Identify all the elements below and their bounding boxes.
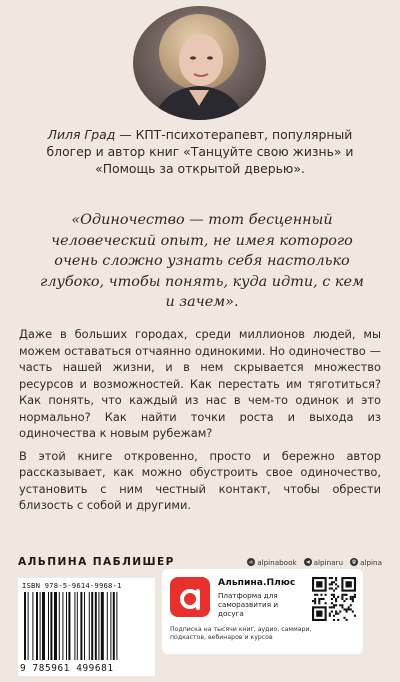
barcode	[18, 578, 155, 676]
author-photo	[133, 6, 266, 120]
social-label: alpinaru	[313, 557, 344, 567]
qr-code-icon[interactable]	[312, 577, 356, 621]
telegram-icon	[304, 558, 312, 566]
social-links	[247, 558, 382, 567]
description-paragraph: В этой книге откровенно, просто и бережно автор рассказывает, как можно обустроить свое одиночество, установить с ним честный контакт, чтобы обрести близость с собой и другими.	[19, 448, 381, 512]
author-name: Лиля Град	[47, 127, 116, 142]
social-link-ok[interactable]	[350, 558, 382, 567]
social-label: alpina	[360, 557, 382, 567]
social-link-vk[interactable]	[247, 558, 296, 567]
plus-title: Альпина.Плюс	[218, 577, 296, 588]
plus-subtitle: Платформа для саморазвития и досуга	[218, 591, 279, 618]
svg-text:vk: vk	[248, 559, 254, 565]
publisher-row	[18, 554, 382, 570]
book-description	[19, 326, 381, 520]
publisher-logo: АЛЬПИНА ПАБЛИШЕР	[18, 556, 175, 568]
ok-icon	[350, 558, 358, 566]
plus-note: Подписка на тысячи книг, аудио, саммари, подкастов, вебинаров и курсов	[170, 626, 312, 641]
barcode-bars	[24, 592, 149, 660]
author-quote: «Одиночество — тот бесценный человеческий опыт, не имея которого очень сложно узнать себя настолько глубоко, чтобы понять, куда идти, с кем и зачем».	[40, 212, 364, 310]
author-bio	[32, 126, 368, 177]
isbn-number: ISBN 978-5-9614-9968-1	[22, 581, 122, 590]
barcode-digits: 9 785961 499681	[20, 663, 114, 674]
alpina-plus-logo	[170, 577, 210, 617]
author-description: — КПТ-психотерапевт, популярный блогер и автор книг «Танцуйте свою жизнь» и «Помощь за открытой дверью».	[46, 127, 354, 176]
vk-icon	[247, 558, 255, 566]
alpina-plus-promo	[162, 569, 363, 654]
social-label: alpinabook	[257, 557, 297, 567]
social-link-telegram[interactable]	[304, 558, 343, 567]
description-paragraph: Даже в больших городах, среди миллионов людей, мы можем оставаться отчаянно одинокими. Но одиночество — часть нашей жизни, и в нем скрывается множество ресурсов и возможностей. Как перестать им тяготиться? Как понять, что каждый из нас в чем-то одинок и это нормально? Как найти точки роста и выхода из одиночества к новым рубежам?	[19, 327, 381, 440]
